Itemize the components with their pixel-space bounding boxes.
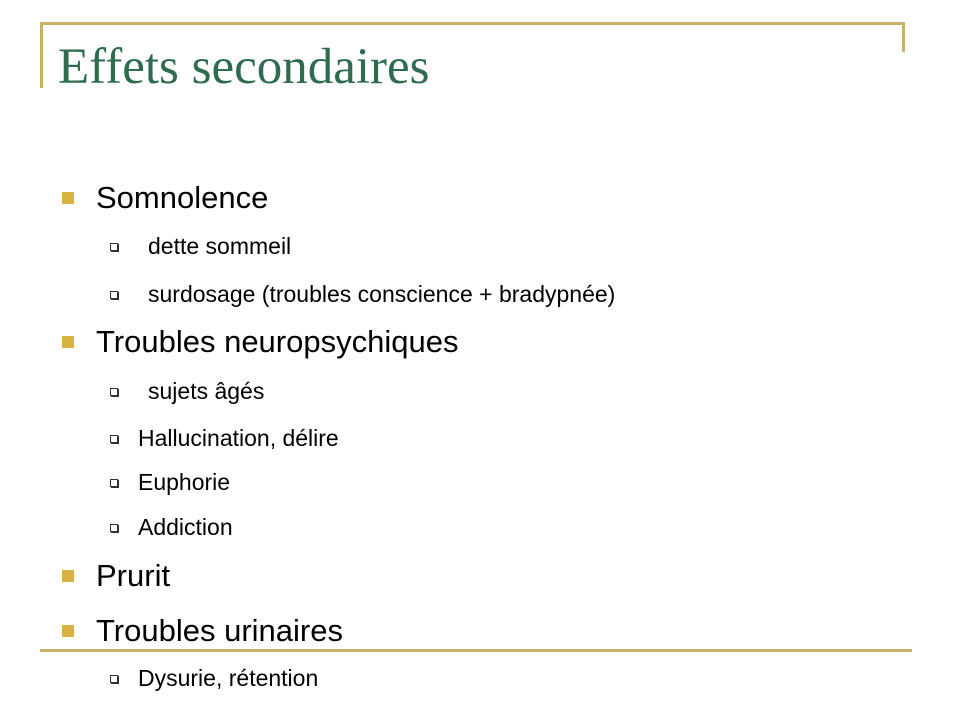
bullet-text: Troubles urinaires [96,613,343,648]
sub-bullet-item [110,468,230,496]
hollow-square-bullet-icon [110,243,118,251]
hollow-square-bullet-icon [110,675,118,683]
bullet-text: Prurit [96,558,171,593]
sub-bullet-text: Addiction [138,514,233,540]
slide-title: Effets secondaires [58,39,430,95]
square-bullet-icon [62,625,74,637]
sub-bullet-item [110,513,233,541]
hollow-square-bullet-icon [110,291,118,299]
sub-bullet-item [110,232,291,260]
bullet-item [62,324,458,360]
frame-top-line [40,22,904,25]
sub-bullet-item [110,664,318,692]
square-bullet-icon [62,336,74,348]
hollow-square-bullet-icon [110,524,118,532]
sub-bullet-text: Dysurie, rétention [138,665,319,691]
sub-bullet-item [110,280,615,308]
square-bullet-icon [62,570,74,582]
frame-bottom-line [40,649,912,652]
frame-left-line [40,22,43,88]
sub-bullet-item [110,424,339,452]
sub-bullet-text: Hallucination, délire [138,425,339,451]
sub-bullet-text: sujets âgés [148,378,265,404]
hollow-square-bullet-icon [110,479,118,487]
bullet-item [62,613,343,649]
hollow-square-bullet-icon [110,388,118,396]
bullet-text: Troubles neuropsychiques [96,324,459,359]
sub-bullet-text: Euphorie [138,469,231,495]
sub-bullet-text: surdosage (troubles conscience + bradypnée) [148,281,616,307]
bullet-text: Somnolence [96,180,269,215]
sub-bullet-text: dette sommeil [148,233,292,259]
sub-bullet-item [110,377,264,405]
bullet-item [62,180,268,216]
square-bullet-icon [62,192,74,204]
bullet-item [62,558,170,594]
hollow-square-bullet-icon [110,435,118,443]
frame-right-line [902,22,905,52]
